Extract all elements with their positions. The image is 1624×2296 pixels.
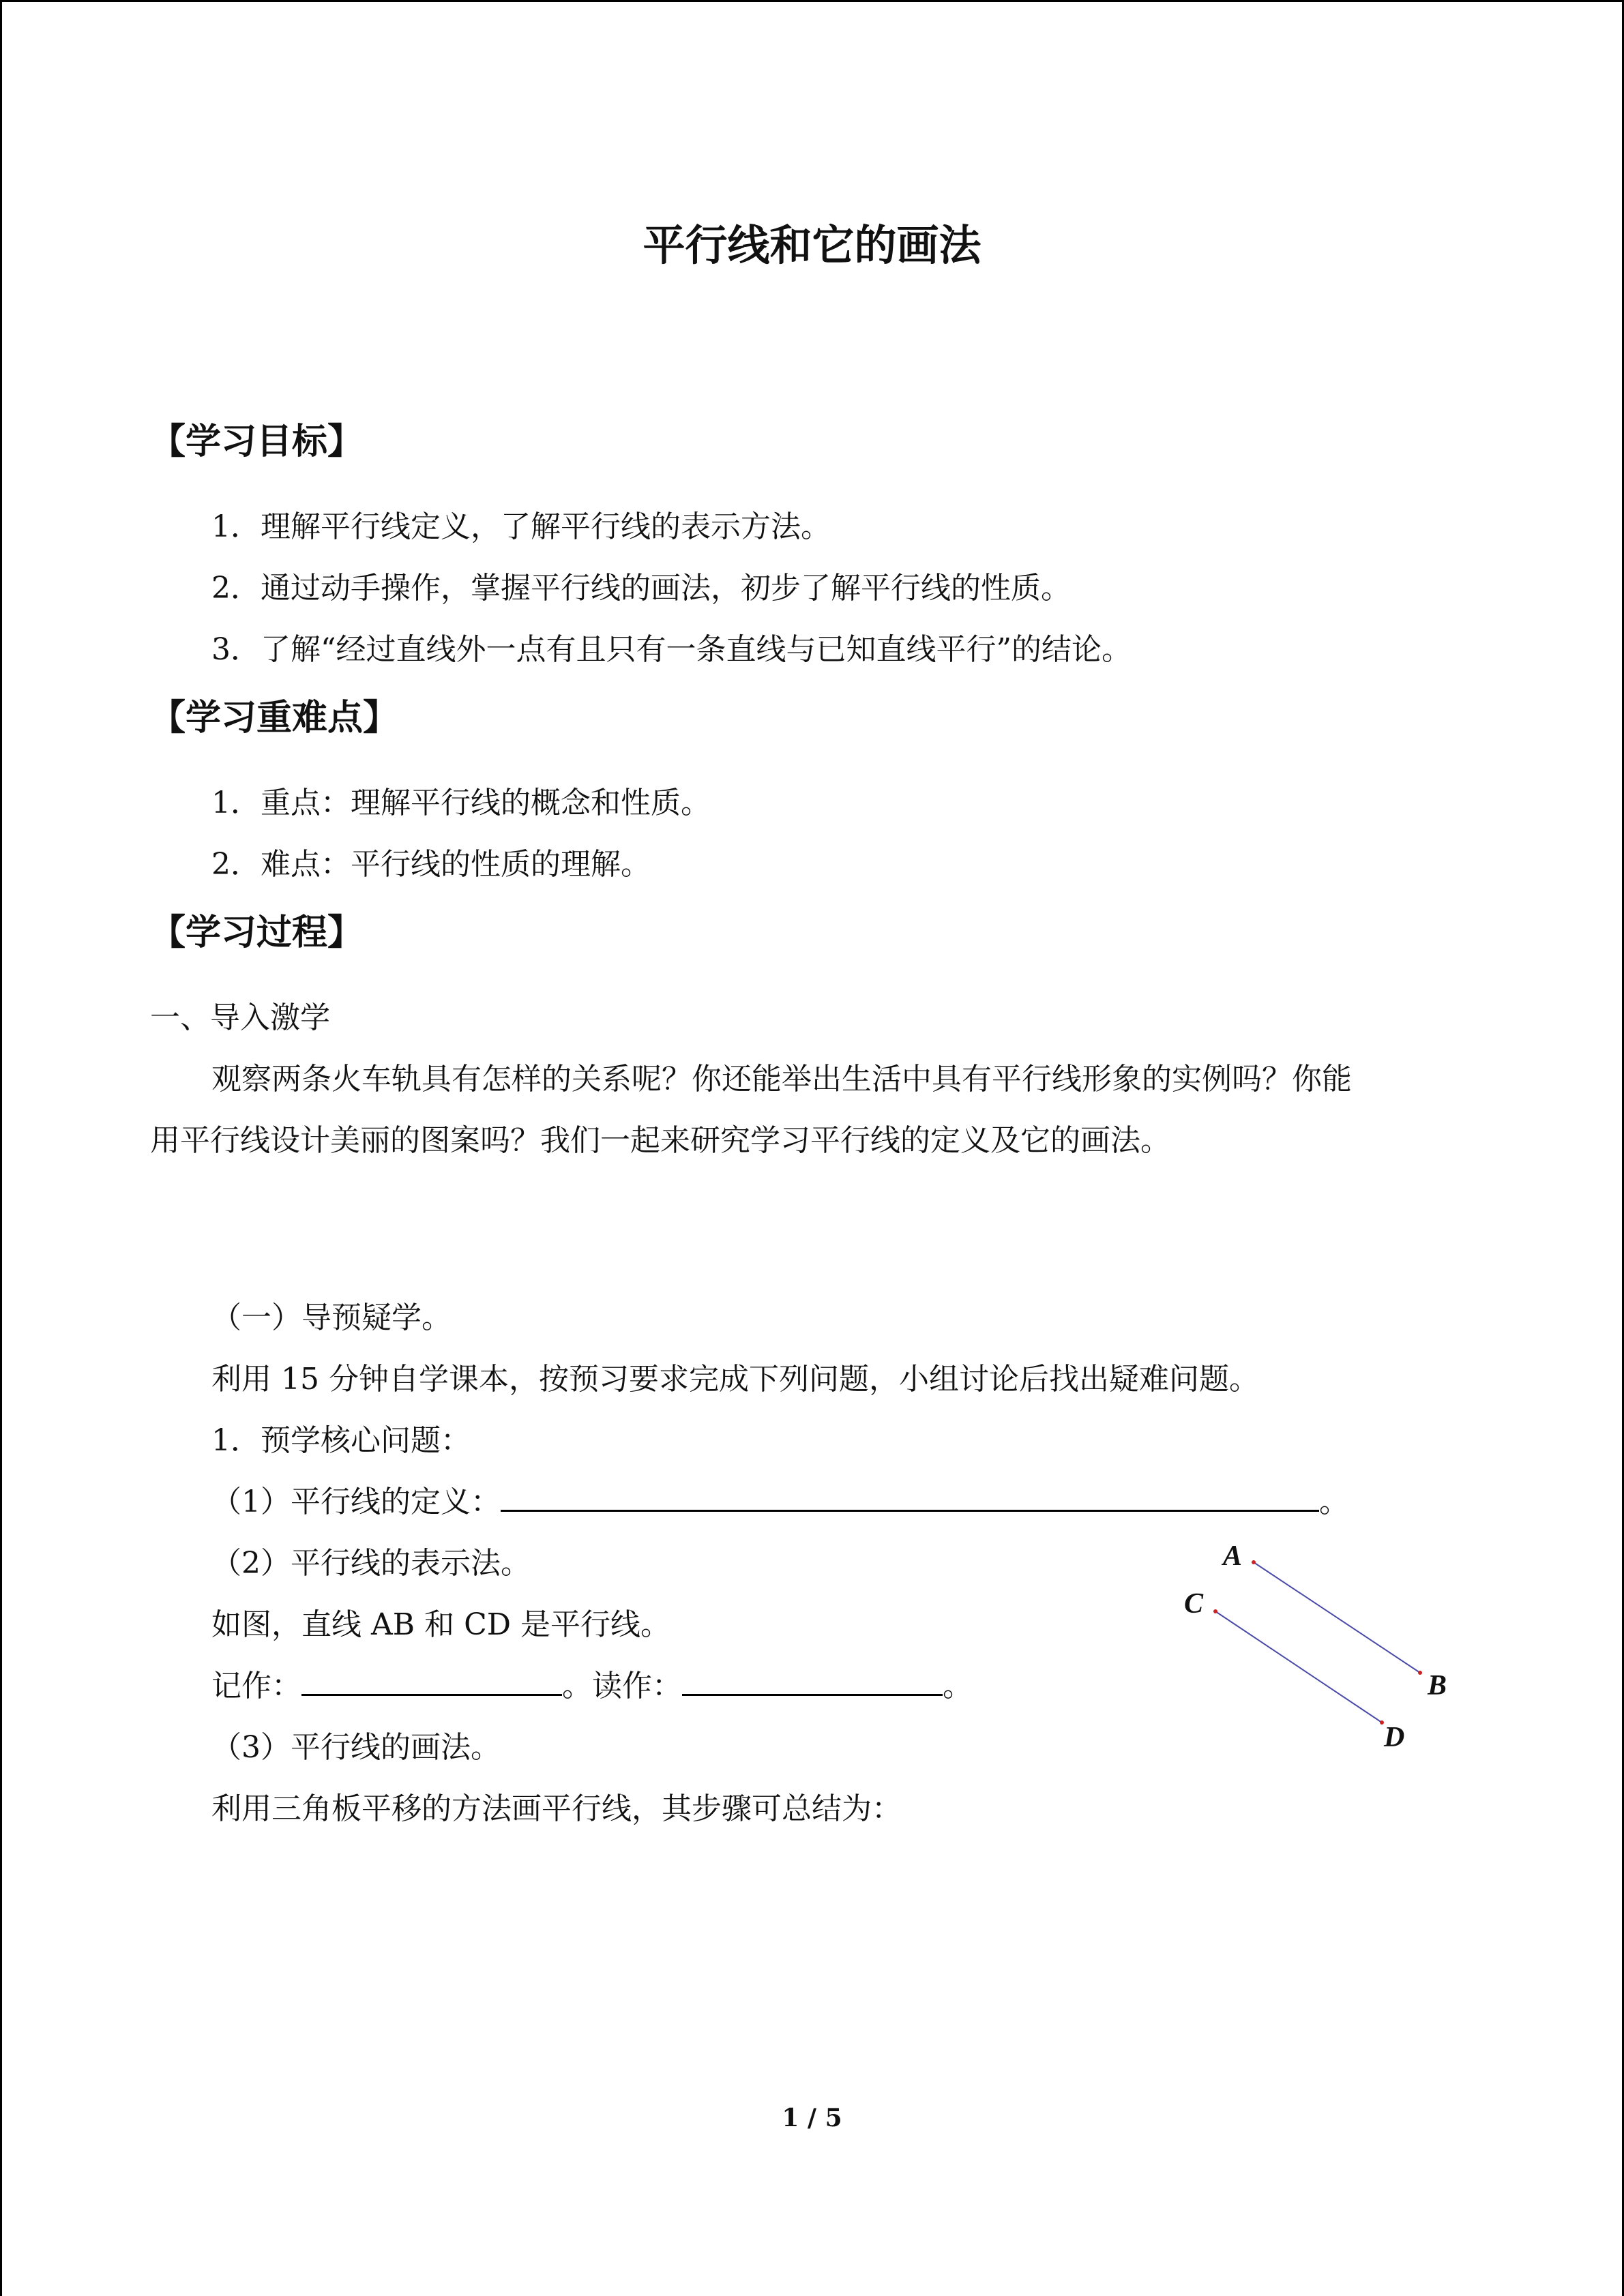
point-b-marker <box>1418 1671 1422 1675</box>
question-1-label: （1）平行线的定义： <box>211 1485 501 1519</box>
heading-goals: 【学习目标】 <box>150 421 364 462</box>
heading-process: 【学习过程】 <box>150 912 364 953</box>
point-c-marker <box>1213 1609 1217 1613</box>
question-3-label: （3）平行线的画法。 <box>211 1730 501 1765</box>
definition-answer-blank[interactable] <box>501 1478 1319 1512</box>
intro-paragraph-line-1: 观察两条火车轨具有怎样的关系呢？你还能举出生活中具有平行线形象的实例吗？你能 <box>211 1062 1352 1097</box>
page-number: 1 / 5 <box>782 2104 842 2132</box>
label-point-b: B <box>1428 1670 1447 1701</box>
record-answer-blank[interactable] <box>301 1663 562 1696</box>
parallel-lines-figure <box>1160 1510 1487 1763</box>
line-ab <box>1254 1562 1420 1673</box>
question-2-answer-row <box>211 1661 973 1705</box>
line-cd <box>1215 1611 1382 1723</box>
page-title: 平行线和它的画法 <box>643 220 981 270</box>
question-2-description: 如图，直线 AB 和 CD 是平行线。 <box>211 1607 670 1642</box>
goal-item-2: 2．通过动手操作，掌握平行线的画法，初步了解平行线的性质。 <box>211 571 1071 606</box>
question-1-end: 。 <box>1319 1485 1349 1519</box>
point-a-marker <box>1252 1560 1256 1564</box>
goal-item-1: 1．理解平行线定义，了解平行线的表示方法。 <box>211 509 831 544</box>
subsection-one-heading: （一）导预疑学。 <box>211 1300 452 1335</box>
section-one-heading: 一、导入激学 <box>150 1000 330 1035</box>
label-point-c: C <box>1184 1588 1204 1620</box>
goal-item-3: 3．了解“经过直线外一点有且只有一条直线与已知直线平行”的结论。 <box>211 632 1132 667</box>
heading-key-points: 【学习重难点】 <box>150 698 399 739</box>
page-border-left <box>0 0 2 2296</box>
read-answer-blank[interactable] <box>682 1663 943 1696</box>
key-point-2: 2．难点：平行线的性质的理解。 <box>211 847 651 882</box>
read-label: 。读作： <box>562 1669 682 1703</box>
question-2-label: （2）平行线的表示法。 <box>211 1546 531 1581</box>
label-point-a: A <box>1223 1540 1243 1572</box>
key-point-1: 1．重点：理解平行线的概念和性质。 <box>211 786 711 820</box>
self-study-instruction: 利用 15 分钟自学课本，按预习要求完成下列问题，小组讨论后找出疑难问题。 <box>211 1362 1259 1397</box>
question-2-end: 。 <box>943 1669 973 1703</box>
page-border-top <box>0 0 1624 2</box>
question-3-description: 利用三角板平移的方法画平行线，其步骤可总结为： <box>211 1791 902 1826</box>
core-question-label: 1．预学核心问题： <box>211 1423 471 1458</box>
intro-paragraph-line-2: 用平行线设计美丽的图案吗？我们一起来研究学习平行线的定义及它的画法。 <box>150 1123 1170 1158</box>
label-point-d: D <box>1384 1722 1405 1753</box>
record-label: 记作： <box>211 1669 301 1703</box>
